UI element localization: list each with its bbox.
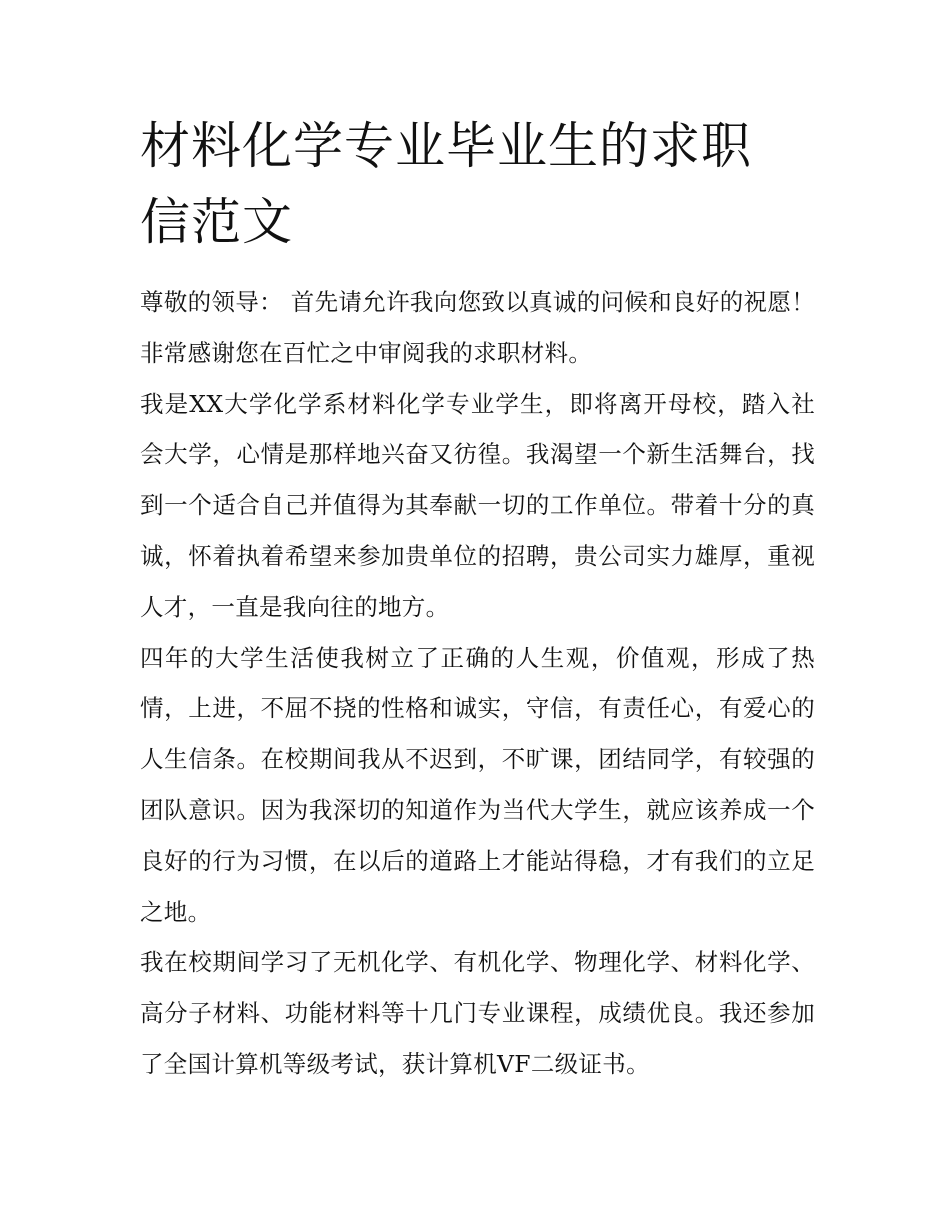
paragraph-introduction: 我是XX大学化学系材料化学专业学生，即将离开母校，踏入社会大学，心情是那样地兴奋又彷徨。我渴望一个新生活舞台，找到一个适合自己并值得为其奉献一切的工作单位。带着十分的真诚，怀着执着希望来参加贵单位的招聘，贵公司实力雄厚，重视人才，一直是我向往的地方。 bbox=[140, 389, 815, 621]
paragraph-greeting: 尊敬的领导： 首先请允许我向您致以真诚的问候和良好的祝愿！非常感谢您在百忙之中审阅我的求职材料。 bbox=[140, 288, 815, 367]
paragraph-character: 四年的大学生活使我树立了正确的人生观，价值观，形成了热情，上进，不屈不挠的性格和诚实，守信，有责任心，有爱心的人生信条。在校期间我从不迟到，不旷课，团结同学，有较强的团队意识。因为我深切的知道作为当代大学生，就应该养成一个良好的行为习惯，在以后的道路上才能站得稳，才有我们的立足之地。 bbox=[140, 643, 815, 926]
paragraph-courses: 我在校期间学习了无机化学、有机化学、物理化学、材料化学、高分子材料、功能材料等十几门专业课程，成绩优良。我还参加了全国计算机等级考试，获计算机VF二级证书。 bbox=[140, 948, 815, 1078]
document-title: 材料化学专业毕业生的求职信范文 bbox=[140, 117, 752, 251]
document-body bbox=[140, 277, 815, 1090]
document-page bbox=[140, 108, 815, 1090]
